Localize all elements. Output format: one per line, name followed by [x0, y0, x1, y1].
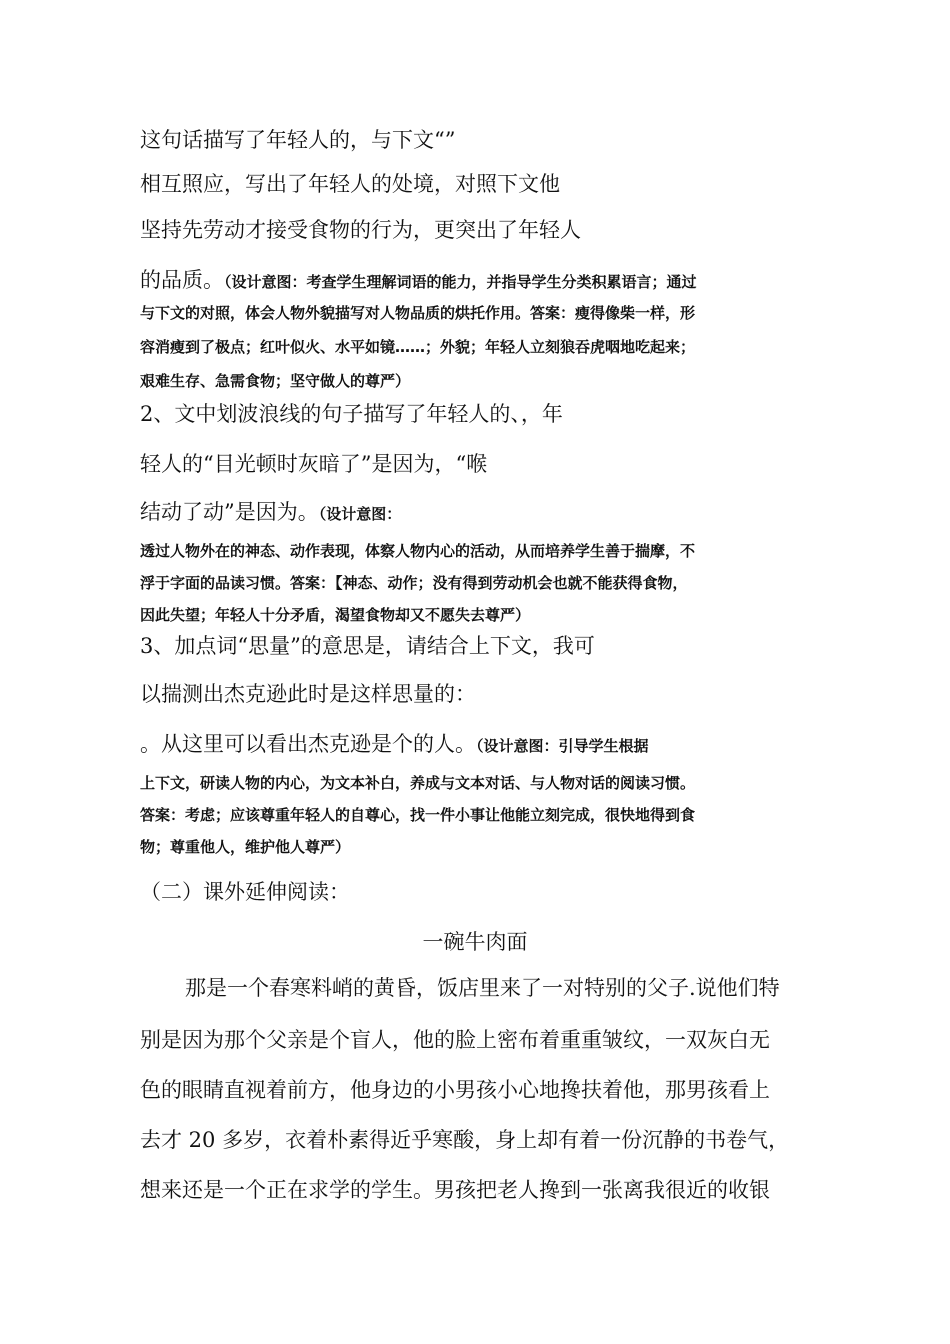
question-3-line: 以揣测出杰克逊此时是这样思量的： [140, 682, 476, 706]
design-note-line: 容消瘦到了极点；红叶似火、水平如镜……；外貌；年轻人立刻狼吞虎咽地吃起来； [140, 338, 696, 356]
section-heading: （二）课外延伸阅读： [140, 880, 350, 904]
design-note: （设计意图：引导学生根据 [476, 737, 649, 755]
question-3-line: 3、加点词“思量”的意思是，请结合上下文，我可 [140, 634, 595, 658]
text-line: 这句话描写了年轻人的，与下文“” [140, 128, 456, 152]
text-line [140, 264, 697, 294]
question-2-line: 2、文中划波浪线的句子描写了年轻人的、，年 [140, 402, 563, 426]
design-note-line: 因此失望；年轻人十分矛盾，渴望食物却又不愿失去尊严） [140, 606, 531, 624]
design-note-line: 浮于字面的品读习惯。答案：【神态、动作；没有得到劳动机会也就不能获得食物， [140, 574, 688, 592]
design-note-line: 艰难生存、急需食物；坚守做人的尊严） [140, 372, 411, 390]
answer-blank-end: 。从这里可以看出杰克逊是个的人。 [140, 732, 476, 756]
design-note-line: 与下文的对照，体会人物外貌描写对人物品质的烘托作用。答案：瘦得像柴一样，形 [140, 304, 696, 322]
story-paragraph-line: 去才 20 多岁，衣着朴素得近乎寒酸，身上却有着一份沉静的书卷气， [140, 1128, 790, 1152]
story-paragraph-line: 想来还是一个正在求学的学生。男孩把老人搀到一张离我很近的收银 [140, 1178, 770, 1202]
design-note-line: 物；尊重他人，维护他人尊严） [140, 838, 351, 856]
answer-blank-end: 结动了动”是因为。 [140, 500, 319, 524]
text-line: 坚持先劳动才接受食物的行为，更突出了年轻人 [140, 218, 581, 242]
answer-blank-end: 的品质。 [140, 268, 224, 292]
design-note: （设计意图：考查学生理解词语的能力，并指导学生分类积累语言；通过 [224, 273, 697, 291]
design-note-line: 上下文，研读人物的内心，为文本补白，养成与文本对话、与人物对话的阅读习惯。 [140, 774, 696, 792]
story-paragraph-line: 别是因为那个父亲是个盲人，他的脸上密布着重重皱纹，一双灰白无 [140, 1028, 770, 1052]
text-line [140, 496, 401, 526]
story-paragraph-line: 色的眼睛直视着前方，他身边的小男孩小心地搀扶着他，那男孩看上 [140, 1078, 770, 1102]
story-title: 一碗牛肉面 [422, 930, 528, 954]
design-note: （设计意图： [318, 505, 402, 523]
design-note-line: 透过人物外在的神态、动作表现，体察人物内心的活动，从而培养学生善于揣摩，不 [140, 542, 696, 560]
question-2-line: 轻人的“目光顿时灰暗了”是因为，“喉 [140, 452, 488, 476]
story-paragraph-line: 那是一个春寒料峭的黄昏，饭店里来了一对特别的父子.说他们特 [185, 976, 780, 1000]
design-note-line: 答案：考虑；应该尊重年轻人的自尊心，找一件小事让他能立刻完成，很快地得到食 [140, 806, 696, 824]
text-line [140, 728, 649, 758]
text-line: 相互照应，写出了年轻人的处境，对照下文他 [140, 172, 560, 196]
